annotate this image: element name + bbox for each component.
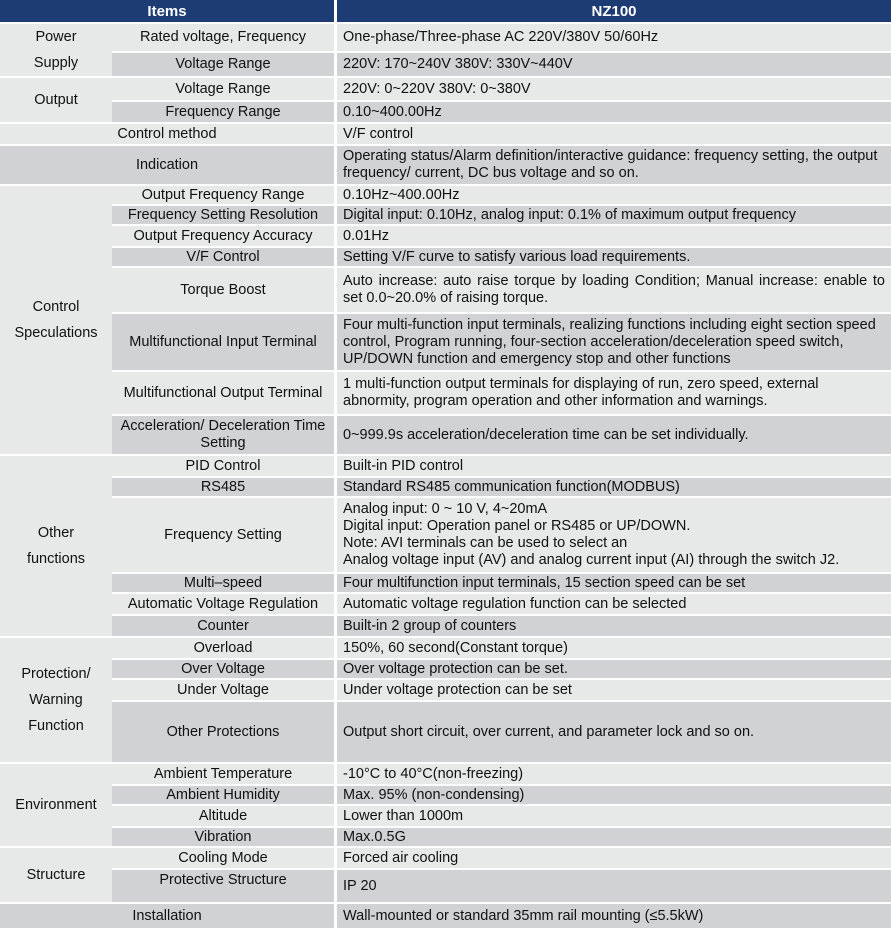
header-items: Items — [0, 0, 337, 24]
table-row — [0, 574, 891, 594]
row-name: RS485 — [112, 478, 337, 498]
table-row — [0, 124, 891, 146]
row-value: Digital input: 0.10Hz, analog input: 0.1% of maximum output frequency — [337, 206, 891, 226]
table-row — [0, 53, 891, 78]
row-value: Setting V/F curve to satisfy various load requirements. — [337, 248, 891, 268]
row-name: Output Frequency Range — [112, 186, 337, 206]
row-value: Built-in PID control — [337, 456, 891, 478]
group-other-functions: Other functions — [0, 456, 112, 638]
row-name: Vibration — [112, 828, 337, 848]
table-row — [0, 870, 891, 904]
group-output: Output — [0, 78, 112, 124]
table-row — [0, 372, 891, 416]
row-value: Auto increase: auto raise torque by loading Condition; Manual increase: enable to set 0.0~20.0% of raising torque. — [337, 268, 891, 314]
table-row — [0, 24, 891, 53]
row-value: V/F control — [337, 124, 891, 146]
table-row — [0, 268, 891, 314]
row-value: Operating status/Alarm definition/interactive guidance: frequency setting, the output frequency/ current, DC bus voltage and so on. — [337, 146, 891, 186]
table-row — [0, 248, 891, 268]
row-value: Forced air cooling — [337, 848, 891, 870]
row-name: Voltage Range — [112, 78, 337, 102]
table-row — [0, 206, 891, 226]
table-row — [0, 186, 891, 206]
row-value: 0~999.9s acceleration/deceleration time can be set individually. — [337, 416, 891, 456]
table-row — [0, 786, 891, 806]
value-line: Digital input: Operation panel or RS485 or UP/DOWN. — [343, 518, 691, 534]
group-power-supply: Power Supply — [0, 24, 112, 78]
row-name: Frequency Range — [112, 102, 337, 124]
value-line: Analog input: 0 ~ 10 V, 4~20mA — [343, 501, 548, 517]
row-value: Four multi-function input terminals, realizing functions including eight section speed control, Program running, four-section acceleration/deceleration speed switch, UP/DOWN function and emergency stop and other functions — [337, 314, 891, 372]
row-value: 1 multi-function output terminals for displaying of run, zero speed, external abnormity, program operation and other information and warnings. — [337, 372, 891, 416]
row-name: Frequency Setting Resolution — [112, 206, 337, 226]
row-value: Wall-mounted or standard 35mm rail mounting (≤5.5kW) — [337, 904, 891, 930]
row-name: Under Voltage — [112, 680, 337, 702]
row-name: Torque Boost — [112, 268, 337, 314]
table-row — [0, 478, 891, 498]
row-value: IP 20 — [337, 870, 891, 904]
row-value: Standard RS485 communication function(MODBUS) — [337, 478, 891, 498]
table-row — [0, 660, 891, 680]
row-name: V/F Control — [112, 248, 337, 268]
table-row — [0, 616, 891, 638]
row-name: Other Protections — [112, 702, 337, 764]
table-row — [0, 764, 891, 786]
group-control-speculations: Control Speculations — [0, 186, 112, 456]
row-name: PID Control — [112, 456, 337, 478]
row-value: Automatic voltage regulation function can be selected — [337, 594, 891, 616]
row-name: Protective Structure — [112, 870, 337, 904]
row-value: Over voltage protection can be set. — [337, 660, 891, 680]
row-name: Over Voltage — [112, 660, 337, 680]
row-name: Altitude — [112, 806, 337, 828]
row-name: Multi–speed — [112, 574, 337, 594]
row-value: 0.10~400.00Hz — [337, 102, 891, 124]
row-value: One-phase/Three-phase AC 220V/380V 50/60Hz — [337, 24, 891, 53]
table-row — [0, 594, 891, 616]
row-value: Lower than 1000m — [337, 806, 891, 828]
table-row — [0, 314, 891, 372]
group-protection-warning-function: Protection/ Warning Function — [0, 638, 112, 764]
table-row — [0, 828, 891, 848]
row-name: Installation — [0, 904, 337, 930]
table-row — [0, 498, 891, 574]
row-name: Ambient Humidity — [112, 786, 337, 806]
table-row — [0, 78, 891, 102]
row-value: Max.0.5G — [337, 828, 891, 848]
group-environment: Environment — [0, 764, 112, 848]
row-name: Voltage Range — [112, 53, 337, 78]
row-value — [337, 498, 891, 574]
header-model: NZ100 — [337, 0, 891, 24]
table-row — [0, 806, 891, 828]
row-name: Output Frequency Accuracy — [112, 226, 337, 248]
row-value: 220V: 0~220V 380V: 0~380V — [337, 78, 891, 102]
table-row — [0, 102, 891, 124]
row-name: Multifunctional Output Terminal — [112, 372, 337, 416]
row-value: Max. 95% (non-condensing) — [337, 786, 891, 806]
value-line: Note: AVI terminals can be used to select an — [343, 535, 628, 551]
row-value: Output short circuit, over current, and parameter lock and so on. — [337, 702, 891, 764]
row-name: Overload — [112, 638, 337, 660]
table-row — [0, 226, 891, 248]
row-name: Multifunctional Input Terminal — [112, 314, 337, 372]
table-row — [0, 416, 891, 456]
row-name: Ambient Temperature — [112, 764, 337, 786]
row-name: Control method — [0, 124, 337, 146]
table-row — [0, 904, 891, 930]
table-row — [0, 456, 891, 478]
row-value: 0.01Hz — [337, 226, 891, 248]
table-row — [0, 146, 891, 186]
row-value: Built-in 2 group of counters — [337, 616, 891, 638]
row-name: Indication — [0, 146, 337, 186]
row-name: Rated voltage, Frequency — [112, 24, 337, 53]
table-row — [0, 702, 891, 764]
row-value: -10°C to 40°C(non-freezing) — [337, 764, 891, 786]
row-value: Four multifunction input terminals, 15 section speed can be set — [337, 574, 891, 594]
row-value: Under voltage protection can be set — [337, 680, 891, 702]
row-name: Automatic Voltage Regulation — [112, 594, 337, 616]
group-structure: Structure — [0, 848, 112, 904]
table-row — [0, 680, 891, 702]
header-row — [0, 0, 891, 24]
row-value: 150%, 60 second(Constant torque) — [337, 638, 891, 660]
row-name: Frequency Setting — [112, 498, 337, 574]
value-line: Analog voltage input (AV) and analog current input (AI) through the switch J2. — [343, 552, 840, 568]
table-row — [0, 848, 891, 870]
row-value: 0.10Hz~400.00Hz — [337, 186, 891, 206]
row-value: 220V: 170~240V 380V: 330V~440V — [337, 53, 891, 78]
table-row — [0, 638, 891, 660]
row-name: Cooling Mode — [112, 848, 337, 870]
row-name: Acceleration/ Deceleration Time Setting — [112, 416, 337, 456]
row-name: Counter — [112, 616, 337, 638]
